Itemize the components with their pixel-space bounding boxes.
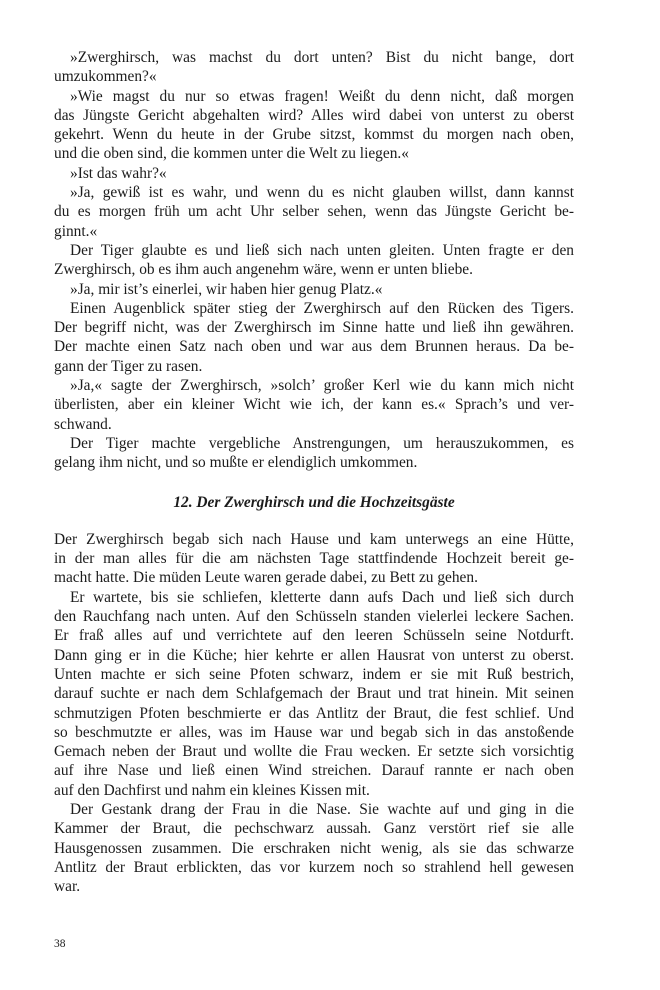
text-line: »Ja,« sagte der Zwerghirsch, »solch’ großer Kerl wie du kann mich nicht bbox=[70, 377, 574, 395]
text-line: Der Tiger machte vergebliche Anstrengungen, um herauszukommen, es bbox=[70, 434, 574, 452]
text-line: Der Zwerghirsch begab sich nach Hause und kam unterwegs an eine Hütte, bbox=[54, 530, 574, 548]
text-line: Der machte einen Satz nach oben und war aus dem Brunnen heraus. Da be- bbox=[54, 338, 574, 356]
text-line: Der begriff nicht, was der Zwerghirsch im Sinne hatte und ließ ihn gewähren. bbox=[54, 319, 574, 337]
text-line: Er wartete, bis sie schliefen, kletterte dann aufs Dach und ließ sich durch bbox=[70, 588, 574, 606]
text-line: Er fraß alles auf und verrichtete auf den leeren Schüsseln seine Notdurft. bbox=[54, 627, 574, 645]
text-line: war. bbox=[54, 878, 81, 896]
text-line: »Ja, gewiß ist es wahr, und wenn du es nicht glauben willst, dann kannst bbox=[70, 184, 574, 202]
text-line: Einen Augenblick später stieg der Zwerghirsch auf den Rücken des Tigers. bbox=[70, 299, 574, 317]
text-line: »Ist das wahr?« bbox=[70, 164, 167, 182]
text-line: du es morgen früh um acht Uhr selber sehen, wenn das Jüngste Gericht be- bbox=[54, 203, 574, 221]
text-line: Unten machte er sich seine Pfoten schwarz, indem er sie mit Ruß bestrich, bbox=[54, 665, 574, 683]
text-block-story-12 bbox=[54, 530, 574, 897]
text-line: »Ja, mir ist’s einerlei, wir haben hier genug Platz.« bbox=[70, 280, 383, 298]
text-line: darauf suchte er nach dem Schlafgemach der Braut und trat hinein. Mit seinen bbox=[54, 685, 574, 703]
text-line: Kammer der Braut, die pechschwarz aussah. Ganz verstört rief sie alle bbox=[54, 820, 574, 838]
text-line: Zwerghirsch, ob es ihm auch angenehm wäre, wenn er unten bliebe. bbox=[54, 261, 473, 279]
text-line: Hausgenossen zusammen. Die erschraken nicht wenig, als sie das schwarze bbox=[54, 839, 574, 857]
text-line: gann der Tiger zu rasen. bbox=[54, 357, 203, 375]
text-line: und die oben sind, die kommen unter die Welt zu liegen.« bbox=[54, 145, 409, 163]
text-line: gekehrt. Wenn du heute in der Grube sitzst, kommst du morgen nach oben, bbox=[54, 126, 574, 144]
chapter-heading: 12. Der Zwerghirsch und die Hochzeitsgäste bbox=[173, 493, 455, 511]
text-line: das Jüngste Gericht abgehalten wird? Alles wird dabei von unterst zu oberst bbox=[54, 106, 574, 124]
text-line: gelang ihm nicht, und so mußte er elendiglich umkommen. bbox=[54, 454, 418, 472]
text-line: überlisten, aber ein kleiner Wicht wie ich, der kann es.« Sprach’s und ver- bbox=[54, 396, 574, 414]
text-line: Dann ging er in die Küche; hier kehrte er allen Hausrat von unterst zu oberst. bbox=[54, 646, 574, 664]
text-line: Der Gestank drang der Frau in die Nase. Sie wachte auf und ging in die bbox=[70, 800, 574, 818]
text-line: schmutzigen Pfoten beschmierte er das Antlitz der Braut, die fest schlief. Und bbox=[54, 704, 574, 722]
text-line: umzukommen?« bbox=[54, 68, 157, 86]
text-block-previous-story bbox=[54, 48, 574, 473]
text-line: auf den Dachfirst und nahm ein kleines Kissen mit. bbox=[54, 781, 370, 799]
text-line: Antlitz der Braut erblickten, das vor kurzem noch so strahlend hell gewesen bbox=[54, 858, 574, 876]
page-number: 38 bbox=[54, 938, 66, 950]
text-line: »Wie magst du nur so etwas fragen! Weißt du denn nicht, daß morgen bbox=[70, 87, 574, 105]
text-line: auf ihre Nase und ließ einen Wind streichen. Darauf rannte er nach oben bbox=[54, 762, 574, 780]
text-line: den Rauchfang nach unten. Auf den Schüsseln standen vielerlei leckere Sachen. bbox=[54, 608, 574, 626]
text-line: schwand. bbox=[54, 415, 112, 433]
text-line: »Zwerghirsch, was machst du dort unten? Bist du nicht bange, dort bbox=[70, 49, 574, 66]
text-line: so beschmutzte er alles, was im Hause war und begab sich in das anstoßende bbox=[54, 723, 574, 741]
text-line: macht hatte. Die müden Leute waren gerade dabei, zu Bett zu gehen. bbox=[54, 569, 478, 587]
text-line: ginnt.« bbox=[54, 222, 98, 240]
page-body bbox=[54, 48, 574, 896]
text-line: in der man alles für die am nächsten Tage stattfindende Hochzeit bereit ge- bbox=[54, 550, 574, 568]
text-line: Der Tiger glaubte es und ließ sich nach unten gleiten. Unten fragte er den bbox=[70, 241, 574, 259]
text-line: Gemach neben der Braut und wollte die Frau wecken. Er setzte sich vorsichtig bbox=[54, 743, 574, 761]
